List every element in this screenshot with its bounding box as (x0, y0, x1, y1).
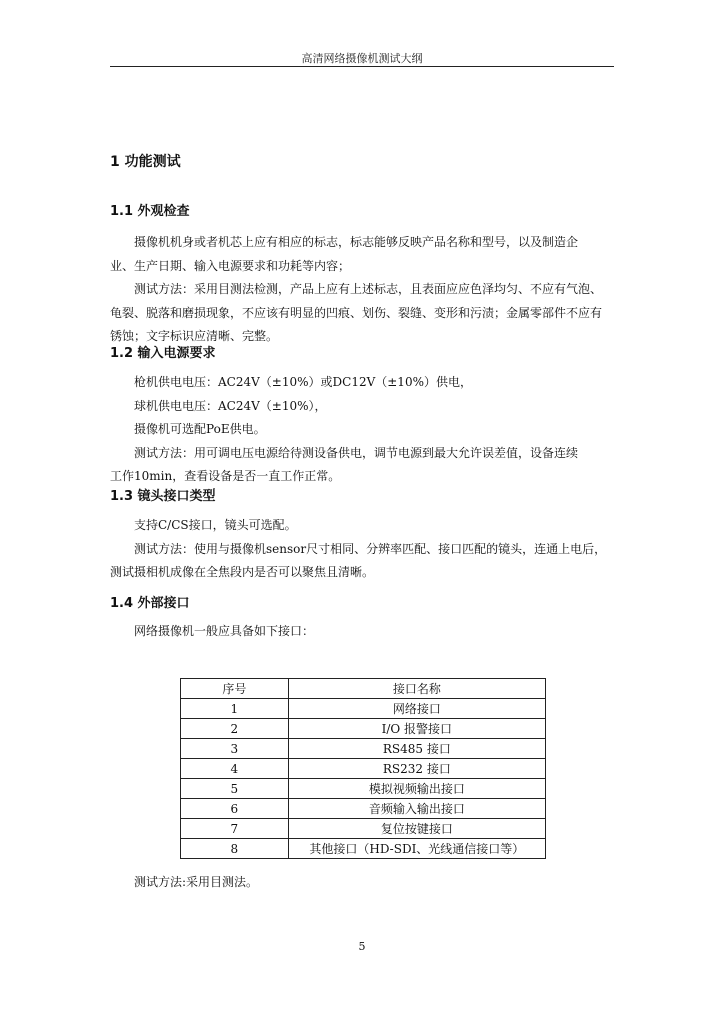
table-cell: 3 (181, 739, 289, 759)
running-header: 高清网络摄像机测试大纲 (301, 52, 423, 65)
paragraph-line: 摄像机机身或者机芯上应有相应的标志，标志能够反映产品名称和型号，以及制造企 (134, 235, 579, 249)
paragraph-line: 锈蚀；文字标识应清晰、完整。 (110, 329, 279, 343)
paragraph-line: 龟裂、脱落和磨损现象，不应该有明显的凹痕、划伤、裂缝、变形和污渍；金属零部件不应有 (110, 305, 603, 320)
paragraph-line: 测试方法：使用与摄像机sensor尺寸相同、分辨率匹配、接口匹配的镜头，连通上电后， (134, 541, 607, 556)
table-header-row (181, 679, 546, 699)
section-1-2-heading: 1.2 输入电源要求 (110, 346, 216, 361)
table-row (181, 719, 546, 739)
section-1-3-heading: 1.3 镜头接口类型 (110, 489, 216, 504)
table-cell: 其他接口（HD-SDI、光线通信接口等） (288, 839, 545, 859)
table-cell: 4 (181, 759, 289, 779)
column-header-index: 序号 (181, 679, 289, 699)
table-cell: 模拟视频输出接口 (288, 779, 545, 799)
section-1-3-body (110, 514, 622, 585)
paragraph-line: 测试方法：采用目测法检测，产品上应有上述标志，且表面应应色泽均匀、不应有气泡、 (134, 282, 603, 296)
table-cell: 6 (181, 799, 289, 819)
header-rule (110, 66, 614, 67)
table-cell: RS232 接口 (288, 759, 545, 779)
table-cell: 2 (181, 719, 289, 739)
section-1-1-body (110, 231, 622, 349)
table-cell: 5 (181, 779, 289, 799)
paragraph-line: 摄像机可选配PoE供电。 (134, 422, 266, 436)
table-cell: I/O 报警接口 (288, 719, 545, 739)
table-row (181, 819, 546, 839)
table-cell: 1 (181, 699, 289, 719)
table-row (181, 759, 546, 779)
section-1-4-heading: 1.4 外部接口 (110, 596, 190, 611)
paragraph-line: 测试方法：用可调电压电源给待测设备供电，调节电源到最大允许误差值，设备连续 (134, 445, 579, 460)
table-cell: 网络接口 (288, 699, 545, 719)
table-cell: RS485 接口 (288, 739, 545, 759)
section-1-2-body (110, 371, 622, 489)
paragraph-line: 业、生产日期、输入电源要求和功耗等内容； (110, 258, 351, 273)
table-cell: 8 (181, 839, 289, 859)
section-1-1-heading: 1.1 外观检查 (110, 204, 190, 219)
test-method-note: 测试方法:采用目测法。 (134, 875, 259, 889)
interface-table (180, 678, 546, 859)
table-row (181, 799, 546, 819)
table-cell: 复位按键接口 (288, 819, 545, 839)
table-row (181, 839, 546, 859)
paragraph-line: 网络摄像机一般应具备如下接口： (134, 624, 315, 638)
table-row (181, 779, 546, 799)
paragraph-line: 球机供电电压：AC24V（±10%）， (134, 398, 327, 413)
paragraph-line: 测试摄相机成像在全焦段内是否可以聚焦且清晰。 (110, 565, 375, 579)
paragraph-line: 支持C/CS接口，镜头可选配。 (134, 518, 297, 532)
table-row (181, 739, 546, 759)
table-cell: 音频输入输出接口 (288, 799, 545, 819)
column-header-name: 接口名称 (288, 679, 545, 699)
section-1-heading: 1 功能测试 (110, 154, 181, 170)
paragraph-line: 枪机供电电压：AC24V（±10%）或DC12V（±10%）供电， (134, 375, 472, 389)
page-number: 5 (358, 940, 366, 953)
table-cell: 7 (181, 819, 289, 839)
table-row (181, 699, 546, 719)
section-1-4-body (110, 620, 622, 644)
paragraph-line: 工作10min，查看设备是否一直工作正常。 (110, 469, 341, 483)
